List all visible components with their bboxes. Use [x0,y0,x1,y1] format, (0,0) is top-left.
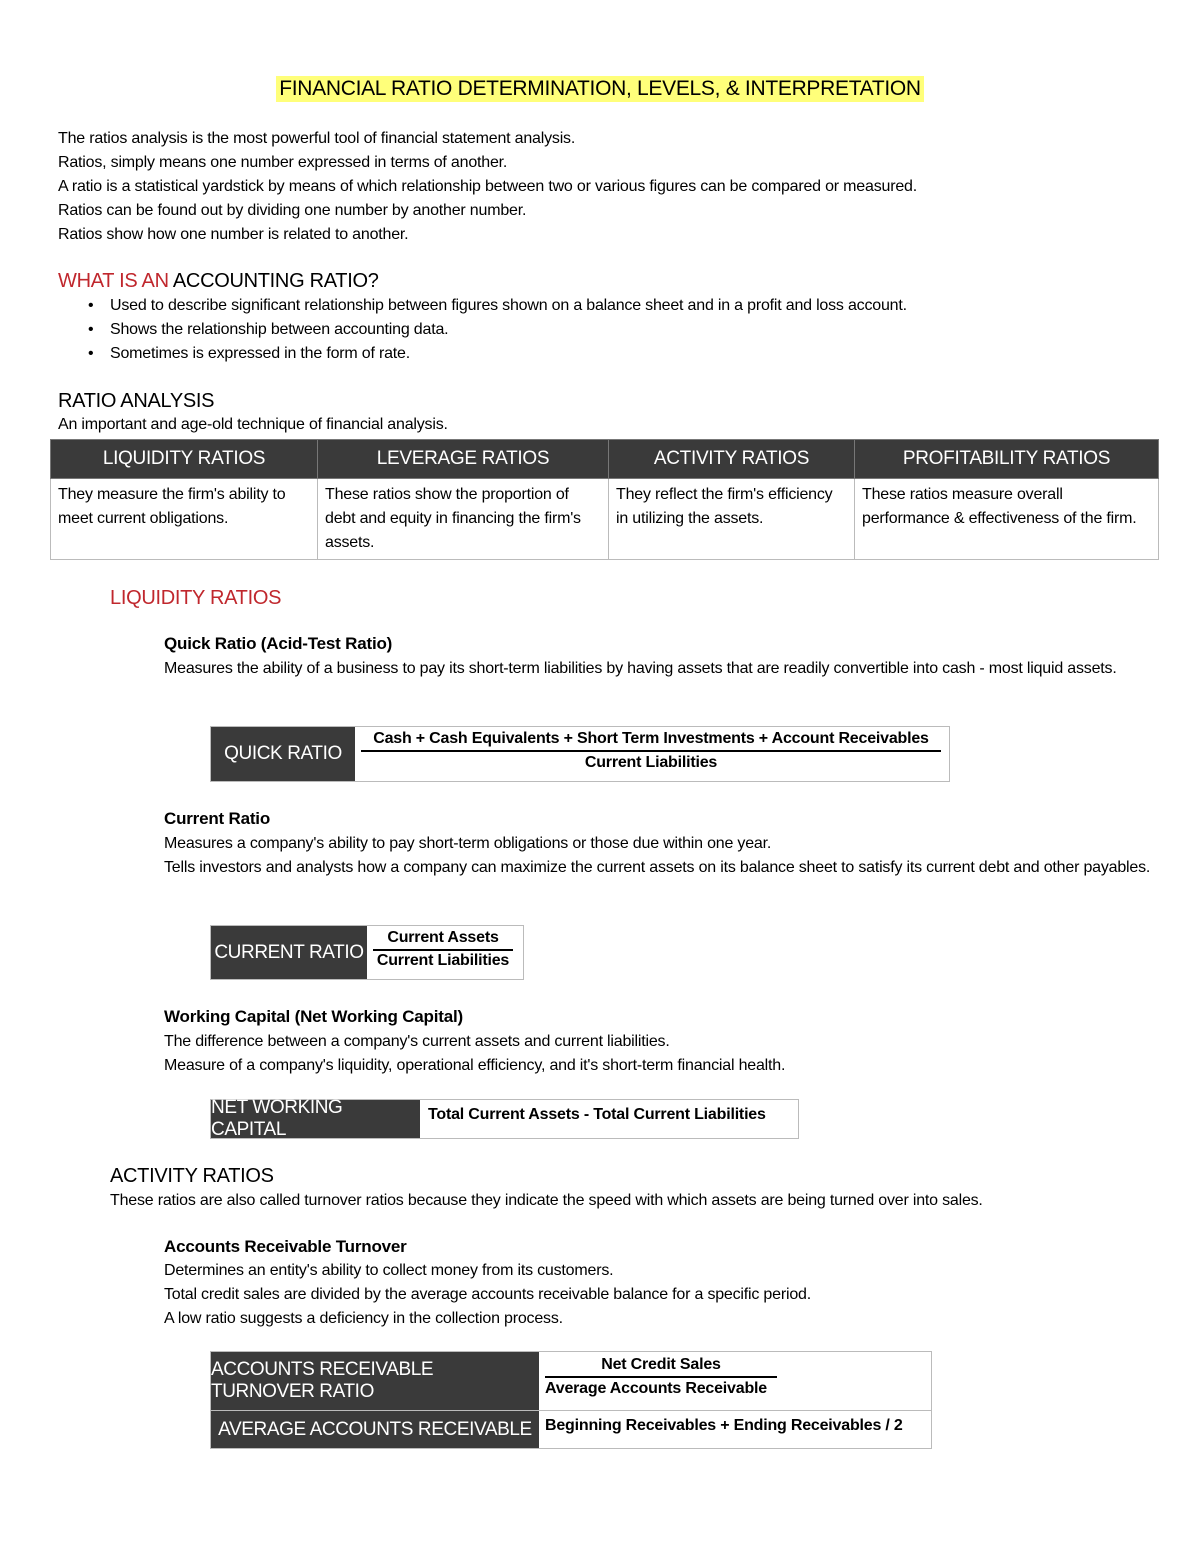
what-is-bullets [58,294,1168,366]
table-row [51,479,1159,560]
ar-turnover-line: Total credit sales are divided by the average accounts receivable balance for a specific period. [164,1286,811,1303]
ratio-analysis-heading: RATIO ANALYSIS [58,390,215,412]
intro-line: The ratios analysis is the most powerful tool of financial statement analysis. [58,130,576,147]
header-profitability: PROFITABILITY RATIOS [855,440,1159,479]
quick-ratio-label: QUICK RATIO [211,727,355,781]
current-ratio-fraction [367,926,523,979]
intro-line: Ratios can be found out by dividing one number by another number. [58,202,527,219]
document-title: FINANCIAL RATIO DETERMINATION, LEVELS, & INTERPRETATION [276,76,924,102]
avg-ar-row [211,1411,931,1448]
working-capital-line: The difference between a company's current assets and current liabilities. [164,1033,670,1050]
working-capital-expression: Total Current Assets - Total Current Liabilities [420,1100,798,1138]
activity-desc: These ratios are also called turnover ratios because they indicate the speed with which assets are being turned over into sales. [110,1192,983,1209]
current-ratio-label: CURRENT RATIO [211,926,367,979]
current-ratio-line: Measures a company's ability to pay short-term obligations or those due within one year. [164,835,772,852]
bullet-item: • Used to describe significant relationship between figures shown on a balance sheet and in a profit and loss account. [58,294,1168,318]
ar-turnover-fraction [539,1352,931,1410]
ratio-categories-table [50,439,1159,560]
quick-ratio-formula [210,726,950,782]
current-ratio-line: Tells investors and analysts how a company can maximize the current assets on its balance sheet to satisfy its current debt and other payables. [164,859,1151,876]
desc-liquidity: They measure the firm's ability to meet current obligations. [51,479,318,560]
bullet-item: • Shows the relationship between accounting data. [58,318,1168,342]
current-ratio-desc [164,832,1154,880]
desc-leverage: These ratios show the proportion of debt and equity in financing the firm's assets. [318,479,609,560]
working-capital-line: Measure of a company's liquidity, operational efficiency, and it's short-term financial health. [164,1057,786,1074]
ar-turnover-line: Determines an entity's ability to collect money from its customers. [164,1262,614,1279]
working-capital-desc [164,1030,1154,1078]
working-capital-formula [210,1099,799,1139]
quick-ratio-desc: Measures the ability of a business to pay its short-term liabilities by having assets that are readily convertible into cash - most liquid assets. [164,660,1117,677]
ar-numerator: Net Credit Sales [545,1356,777,1378]
working-capital-title: Working Capital (Net Working Capital) [164,1007,463,1026]
quick-ratio-denominator: Current Liabilities [584,754,718,771]
quick-ratio-title: Quick Ratio (Acid-Test Ratio) [164,634,393,653]
current-ratio-numerator: Current Assets [373,929,513,951]
ratio-analysis-subtitle: An important and age-old technique of financial analysis. [58,416,448,433]
ar-turnover-row [211,1352,931,1411]
what-is-heading-red: WHAT IS AN [58,270,169,292]
what-is-heading-black: ACCOUNTING RATIO? [168,270,379,292]
intro-line: A ratio is a statistical yardstick by means of which relationship between two or various figures can be compared or measured. [58,178,917,195]
intro-block [58,127,1168,247]
what-is-heading [58,268,379,294]
header-liquidity: LIQUIDITY RATIOS [51,440,318,479]
ar-turnover-line: A low ratio suggests a deficiency in the collection process. [164,1310,563,1327]
avg-ar-label: AVERAGE ACCOUNTS RECEIVABLE [211,1411,539,1448]
ar-fraction-inner [545,1356,777,1398]
desc-profitability: These ratios measure overall performance & effectiveness of the firm. [855,479,1159,560]
intro-line: Ratios, simply means one number expressed in terms of another. [58,154,508,171]
avg-ar-expression: Beginning Receivables + Ending Receivables / 2 [539,1411,931,1448]
current-ratio-formula [210,925,524,980]
ar-turnover-label: ACCOUNTS RECEIVABLE TURNOVER RATIO [211,1352,539,1410]
bullet-item: • Sometimes is expressed in the form of rate. [58,342,1168,366]
table-header-row [51,440,1159,479]
document-title-wrap [0,76,1200,102]
ar-turnover-desc [164,1259,1154,1331]
ar-turnover-title: Accounts Receivable Turnover [164,1237,407,1256]
working-capital-label: NET WORKING CAPITAL [211,1100,420,1138]
current-ratio-denominator: Current Liabilities [376,952,510,969]
quick-ratio-numerator: Cash + Cash Equivalents + Short Term Investments + Account Receivables [361,730,941,752]
quick-ratio-fraction [355,727,949,781]
desc-activity: They reflect the firm's efficiency in utilizing the assets. [609,479,855,560]
ar-denominator: Average Accounts Receivable [545,1380,767,1397]
current-ratio-title: Current Ratio [164,809,271,828]
header-activity: ACTIVITY RATIOS [609,440,855,479]
ar-formula-table [210,1351,932,1449]
header-leverage: LEVERAGE RATIOS [318,440,609,479]
intro-line: Ratios show how one number is related to another. [58,226,409,243]
liquidity-heading: LIQUIDITY RATIOS [110,587,282,609]
activity-heading: ACTIVITY RATIOS [110,1165,274,1187]
